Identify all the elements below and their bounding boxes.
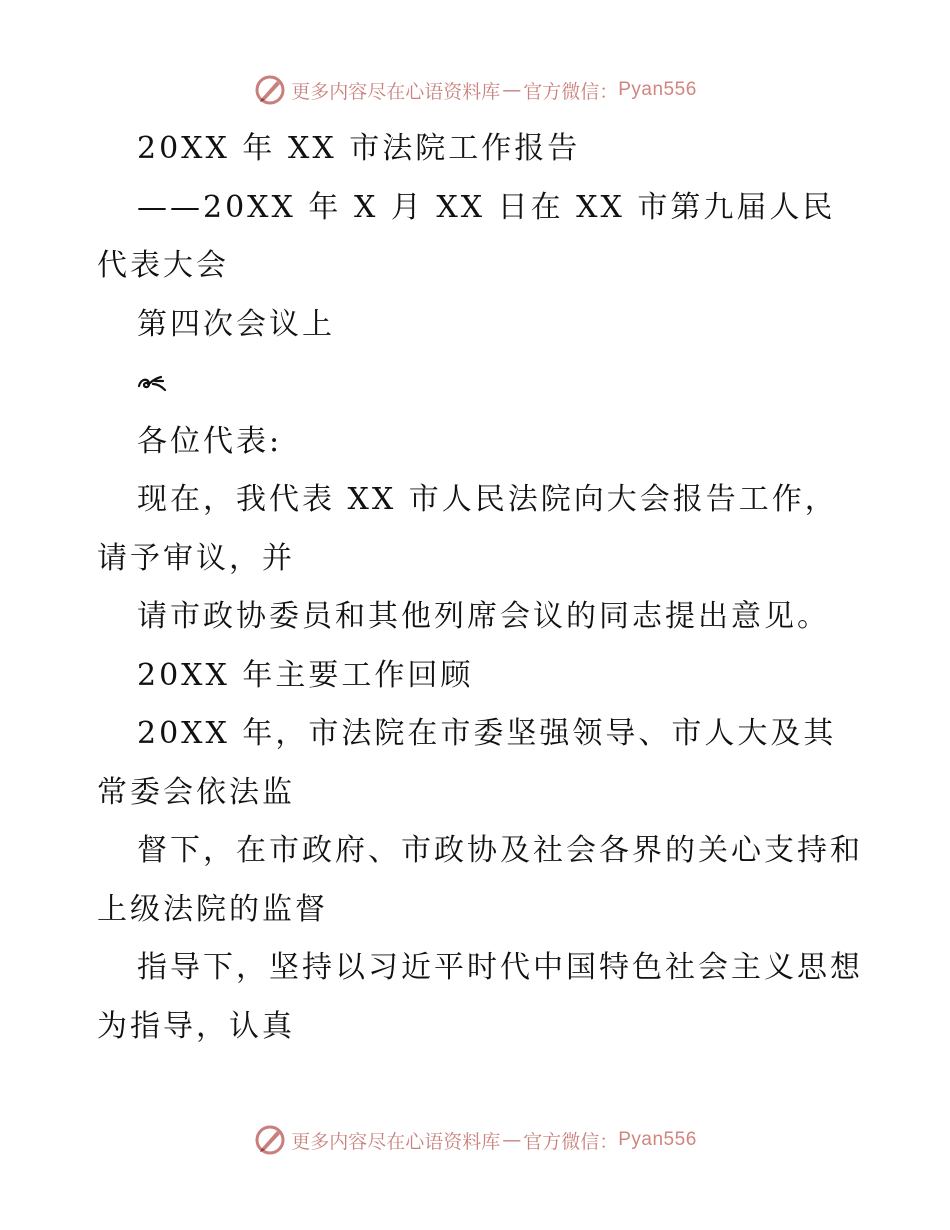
pen-logo-icon [253,1123,287,1157]
pen-logo-icon [253,73,287,107]
report-subtitle-continued: 第四次会议上 [137,306,335,342]
footer-watermark [0,1123,950,1157]
body-paragraph: 20XX 年，市法院在市委坚强领导、市人大及其常委会依法监 [97,716,837,810]
ornament-divider [97,354,867,413]
watermark-suffix: 官方微信： [523,80,619,103]
watermark-text: 更多内容尽在心语资料库 [291,80,501,103]
watermark-separator: — [502,1129,522,1151]
salutation: 各位代表: [137,423,283,459]
watermark-suffix: 官方微信： [523,1130,619,1153]
ornament-flourish-icon [137,372,167,394]
report-title: 20XX 年 XX 市法院工作报告 [137,131,581,166]
report-subtitle: ——20XX 年 X 月 XX 日在 XX 市第九届人民代表大会 [97,189,836,283]
body-paragraph: 督下，在市政府、市政协及社会各界的关心支持和上级法院的监督 [97,833,863,927]
watermark-id: Pyan556 [618,79,697,100]
section-heading: 20XX 年主要工作回顾 [137,657,474,693]
watermark-separator: — [502,79,522,101]
body-paragraph: 请市政协委员和其他列席会议的同志提出意见。 [137,599,830,634]
document-body [97,120,867,1056]
watermark-text: 更多内容尽在心语资料库 [291,1130,501,1153]
watermark-id: Pyan556 [618,1129,697,1150]
body-paragraph: 指导下，坚持以习近平时代中国特色社会主义思想为指导，认真 [97,950,863,1044]
header-watermark [0,73,950,107]
body-paragraph: 现在，我代表 XX 市人民法院向大会报告工作，请予审议，并 [97,482,838,576]
